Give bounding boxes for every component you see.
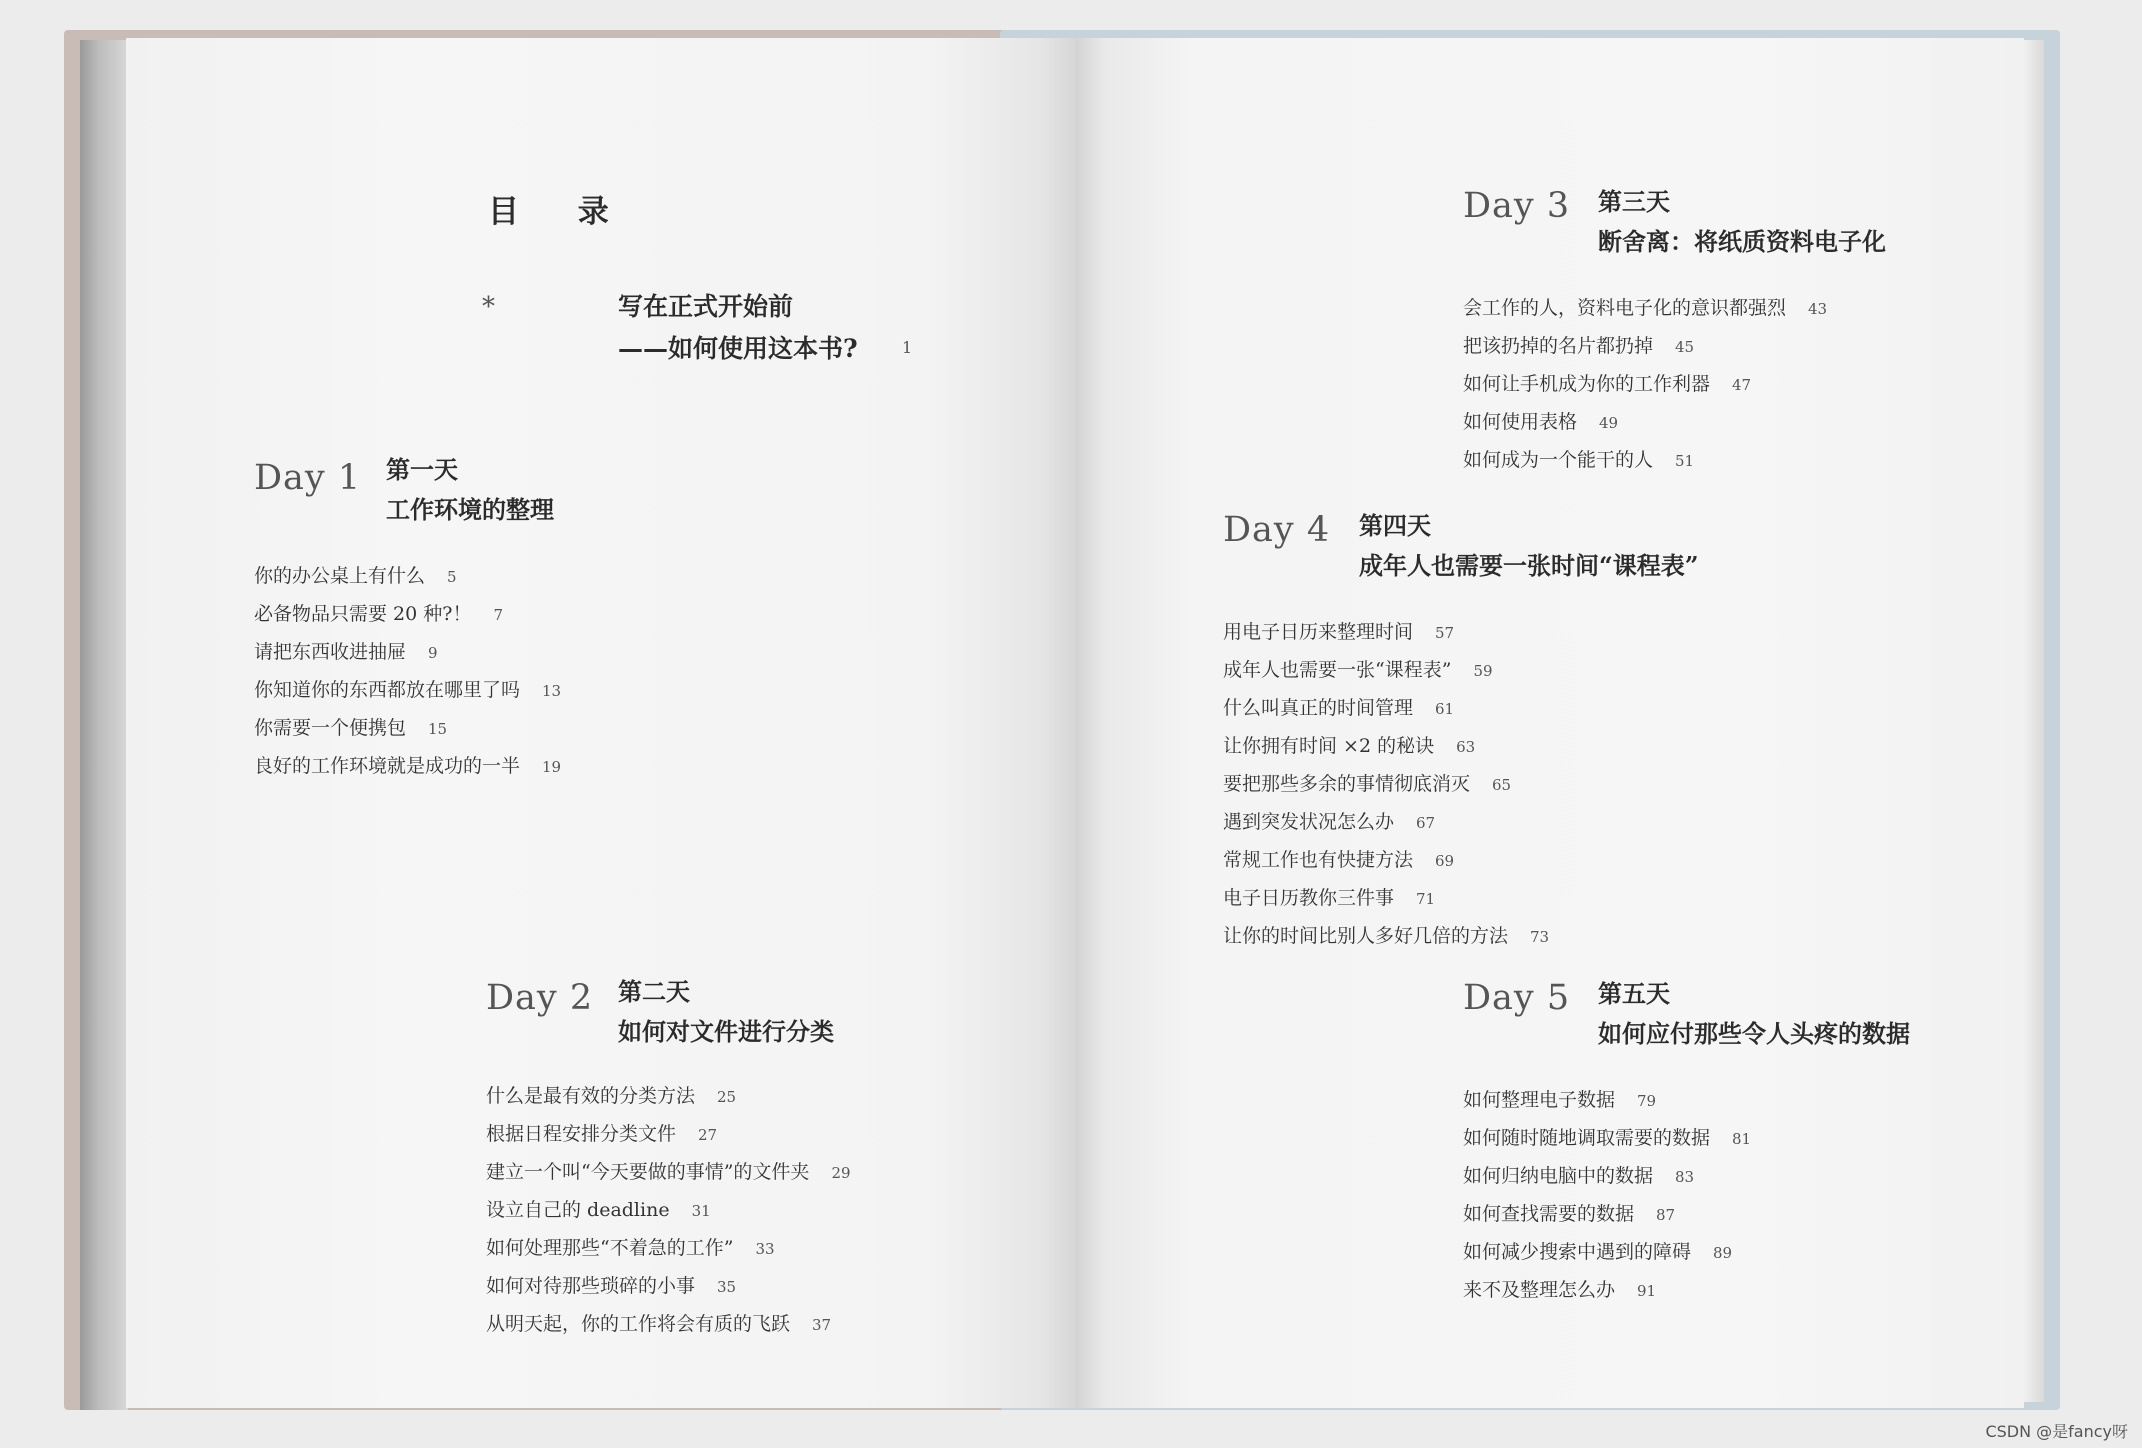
list-item[interactable]: 你需要一个便携包 15 (254, 717, 448, 739)
list-item[interactable]: 如何对待那些琐碎的小事 35 (486, 1275, 737, 1297)
list-item[interactable]: 什么是最有效的分类方法 25 (486, 1085, 737, 1107)
list-item[interactable]: 来不及整理怎么办 91 (1463, 1279, 1657, 1301)
day-2-heading: 如何对文件进行分类 (618, 1017, 834, 1046)
list-item[interactable]: 如何使用表格 49 (1463, 411, 1619, 433)
list-item[interactable]: 电子日历教你三件事 71 (1223, 887, 1436, 909)
list-item[interactable]: 常规工作也有快捷方法 69 (1223, 849, 1455, 871)
list-item[interactable]: 如何归纳电脑中的数据 83 (1463, 1165, 1695, 1187)
day-3-list (1463, 290, 1827, 480)
list-item[interactable]: 用电子日历来整理时间 57 (1223, 621, 1455, 643)
day-2-label: Day 2 (486, 978, 594, 1018)
list-item[interactable]: 成年人也需要一张“课程表” 59 (1223, 659, 1493, 681)
day-1-chapter: 第一天 (386, 455, 458, 484)
list-item[interactable]: 如何查找需要的数据 87 (1463, 1203, 1676, 1225)
list-item[interactable]: 会工作的人，资料电子化的意识都强烈 43 (1463, 297, 1828, 319)
list-item[interactable]: 你知道你的东西都放在哪里了吗 13 (254, 679, 562, 701)
day-1-label: Day 1 (254, 458, 362, 498)
list-item[interactable]: 如何成为一个能干的人 51 (1463, 449, 1695, 471)
list-item[interactable]: 让你的时间比别人多好几倍的方法 73 (1223, 925, 1550, 947)
day-3-heading: 断舍离：将纸质资料电子化 (1598, 227, 1886, 256)
list-item[interactable]: 让你拥有时间 ×2 的秘诀 63 (1223, 735, 1476, 757)
list-item[interactable]: 良好的工作环境就是成功的一半 19 (254, 755, 562, 777)
list-item[interactable]: 什么叫真正的时间管理 61 (1223, 697, 1455, 719)
list-item[interactable]: 遇到突发状况怎么办 67 (1223, 811, 1436, 833)
page-stack-right (2022, 40, 2044, 1402)
list-item[interactable]: 必备物品只需要 20 种?！ 7 (254, 603, 503, 625)
list-item[interactable]: 如何整理电子数据 79 (1463, 1089, 1657, 1111)
day-5-label: Day 5 (1463, 978, 1571, 1018)
day-2-list (486, 1078, 851, 1344)
day-4-heading: 成年人也需要一张时间“课程表” (1359, 551, 1699, 580)
list-item[interactable]: 设立自己的 deadline 31 (486, 1199, 711, 1221)
right-page (1076, 38, 2024, 1408)
list-item[interactable]: 你的办公桌上有什么 5 (254, 565, 457, 587)
preface-page-number: 1 (902, 338, 913, 357)
list-item[interactable]: 请把东西收进抽屉 9 (254, 641, 438, 663)
list-item[interactable]: 如何减少搜索中遇到的障碍 89 (1463, 1241, 1733, 1263)
preface-line-1: 写在正式开始前 (618, 292, 794, 321)
left-page (126, 38, 1076, 1408)
list-item[interactable]: 根据日程安排分类文件 27 (486, 1123, 718, 1145)
list-item[interactable]: 如何处理那些“不着急的工作” 33 (486, 1237, 775, 1259)
preface-line-2: ——如何使用这本书? (618, 334, 858, 363)
day-1-heading: 工作环境的整理 (386, 495, 554, 524)
page-stack-left (80, 40, 128, 1410)
list-item[interactable]: 把该扔掉的名片都扔掉 45 (1463, 335, 1695, 357)
list-item[interactable]: 建立一个叫“今天要做的事情”的文件夹 29 (486, 1161, 851, 1183)
day-2-chapter: 第二天 (618, 977, 690, 1006)
toc-title: 目 录 (488, 194, 633, 230)
day-4-chapter: 第四天 (1359, 511, 1431, 540)
day-3-label: Day 3 (1463, 186, 1571, 226)
day-4-list (1223, 614, 1549, 956)
day-5-chapter: 第五天 (1598, 979, 1670, 1008)
day-5-heading: 如何应付那些令人头疼的数据 (1598, 1019, 1910, 1048)
day-1-list (254, 558, 561, 786)
preface-marker: * (482, 292, 495, 322)
day-4-label: Day 4 (1223, 510, 1331, 550)
csdn-watermark: CSDN @是fancy呀 (1985, 1422, 2128, 1441)
list-item[interactable]: 如何让手机成为你的工作利器 47 (1463, 373, 1752, 395)
list-item[interactable]: 要把那些多余的事情彻底消灭 65 (1223, 773, 1512, 795)
day-5-list (1463, 1082, 1751, 1310)
list-item[interactable]: 如何随时随地调取需要的数据 81 (1463, 1127, 1752, 1149)
list-item[interactable]: 从明天起，你的工作将会有质的飞跃 37 (486, 1313, 832, 1335)
day-3-chapter: 第三天 (1598, 187, 1670, 216)
